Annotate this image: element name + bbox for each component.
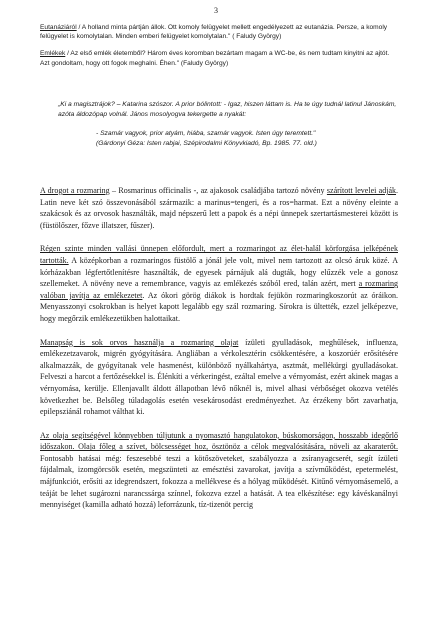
literary-quote-source: (Gárdonyi Géza: Isten rabjai, Szépirodalmi Könyvkiadó, Bp. 1985. 77. old.) [96, 140, 317, 147]
text-run: Fontosabb hatásai még: feszesebbé teszi a kötőszöveteket, szabályozza a zsíranyagcserét, segít ízületi fájdalmak, izomgörcsök esetén, megszünteti az emésztési zavarokat, javítja a szívműködést, epetermelést, májfunkciót, erősíti az idegrendszert, fokozza a mellékvese és a hólyag működését. Kitűnő vérnyomásemelő, a teáját be lehet sugározni narancssárga színnel, fokozva ezzel a hatását. A tea elkészítése: egy kávéskanálnyi mennyiséget (kamilla adható hozzá) leforrázunk, tíz-tizenöt percig [40, 453, 398, 510]
body-paragraph [40, 185, 398, 231]
quote-text: / A holland minta pártján állok. Ott komoly felügyelet mellett engedélyezett az eutanázia. Persze, a komoly felügyelet is komolytalan. Minden emberi felügyelet komolytalan." ( Faludy György) [40, 24, 388, 41]
underlined-phrase: Régen szinte minden vallási ünnepen előfordult, mert a rozmaringot az élet-halál körforgása jelképének tartották. [40, 244, 398, 265]
text-run: . Latin neve két szó összevonásából származik: a marinus=tengeri, és a ros=harmat. Ezt a növény eleinte a szakácsok és az orvosok használták, majd népszerű lett a papok és a népi ünnepek szertartásmesterei között is (füstölőszer, főzve illatszer, fűszer). [40, 186, 399, 230]
literary-quote-line: - Szamár vagyok, prior atyám, hiába, szamár vagyok. Isten úgy teremtett." [96, 130, 316, 137]
literary-quote [58, 100, 398, 149]
underlined-phrase: Az olaja segítségével könnyebben túljutunk a nyomasztó hangulatokon, búskomorságon, hosszabb idegőrlő időszakon. Olaja főleg a szívet, bölcsességet hoz, ösztönöz a célok megvalósítására, növeli az akaraterőt. [40, 430, 398, 452]
text-run: – Rosmarinus officinalis -, az ajakosok családjába tartozó növény [109, 186, 327, 195]
quotes-section [40, 23, 400, 76]
underlined-phrase: A drogot a rozmaring [40, 186, 110, 195]
underlined-phrase: a rozmaring valóban javítja az emlékezetet [40, 279, 398, 300]
page-number: 3 [214, 6, 218, 15]
body-paragraph [40, 430, 398, 511]
body-paragraph [40, 337, 398, 418]
literary-quote-paragraph: „Ki a magisztrájok? – Katarina szószor. A prior bólintott: - Igaz, hiszen láttam is. Ha te úgy tudnál latinul Jánoskám, azóta áldozópap volnál. János mosolyogva tekergette a nyakát: [58, 101, 397, 118]
underlined-phrase: szárított levelei adják [326, 186, 397, 195]
text-run: ízületi gyulladások, meghűlések, influenza, emlékezetzavarok, migrén gyógyítására. Angliában a vérkolesztérin csökkentésére, a koszorúér erősítésére alkalmazzák, de gyógyítanak vele hasmenést, különböző nyálkahártya, asztmát, mellékürgi gyulladásokat. Felveszi a harcot a fertőzésekkel is. Élénkíti a vérkeringést, ezáltal emelve a vérnyomást, ezért akinek magas a vérnyomása, kerülje. Ellenjavallt áldott állapotban lévő nőknél is, mivel alhasi vérbőséget okozva vetélés következhet be. Belsőleg túladagolás esetén vesekárosodást eredményezhet. Az érzékeny bőrt zavarhatja, epilepsziánál rohamot válthat ki. [40, 337, 399, 417]
body-paragraph [40, 243, 398, 324]
quote-memories [40, 49, 400, 67]
body-text [40, 185, 398, 523]
quote-title: Emlékek [40, 50, 66, 58]
text-run: A középkorban a rozmaringos füstölő a jónál jele volt, mivel nem tartozott az olcsó áruk közé. A kórházakban légfertőtlenítésre használták, de egyesek párnájuk alá dugták, hogy elűzzék vele a gonosz szellemeket. A növény neve a remembrance, vagyis az emlékezés szóból ered, talán azért, mert [40, 255, 398, 289]
underlined-phrase: Manapság is sok orvos használja a rozmaring olajat [40, 337, 239, 347]
quote-euthanasia [40, 23, 400, 41]
quote-title: Eutanáziáról [40, 24, 77, 31]
text-run: . Az ókori görög diákok is hordtak fejükön rozmaringkoszorút az óráikon. Menyasszonyi csokrokban is helyet kapott legalább egy szál rozmaring. Sírokra is ültették, ezzel jelképezve, hogy megőrzik emlékezetükben halottaikat. [40, 290, 398, 323]
quote-text: / Az első emlék életemből? Három éves koromban bezártam magam a WC-be, és nem tudtam kinyitni az ajtót. Azt gondoltam, hogy ott fogok meghalni. Éhen." (Faludy György) [40, 50, 390, 67]
